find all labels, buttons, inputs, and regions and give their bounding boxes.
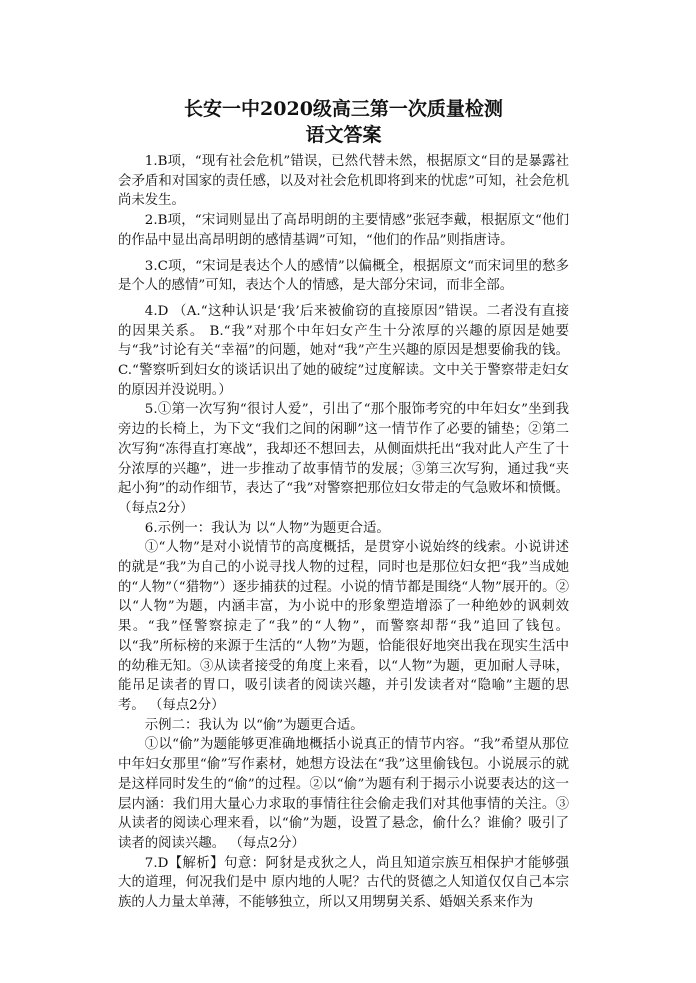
answer-6-example-1-body: ①“人物”是对小说情节的高度概括，是贯穿小说始终的线索。小说讲述的就是“我”为自己的小说寻找人物的过程，同时也是那位妇女把“我”当成她的“人物”（“猎物”）逐步捕获的过程。小说的情节都是围绕“人物”展开的。②以“人物”为题，内涵丰富，为小说中的形象塑造增添了一种绝妙的讽刺效果。“我”怪警察掠走了“我”的“人物”，而警察却帮“我”追回了钱包。以“我”所标榜的来源于生活的“人物”为题，恰能很好地突出我在现实生活中的幼稚无知。③从读者接受的角度上来看，以“人物”为题，更加耐人寻味，能吊足读者的胃口，吸引读者的阅读兴趣，并引发读者对“隐喻”主题的思考。 （每点2分） [118, 540, 569, 713]
answer-2: 2.B项，“宋词则显出了高昂明朗的主要情感”张冠李戴，根据原文“他们的作品中显出高昂明朗的感情基调”可知，“他们的作品”则指唐诗。 [118, 213, 569, 248]
answer-4: 4.D （A.“这种认识是‘我’后来被偷窃的直接原因”错误。二者没有直接的因果关系。 B.“我”对那个中年妇女产生十分浓厚的兴趣的原因是她要与“我”讨论有关“幸福”的问题，她对“我”产生兴趣的原因是想要偷我的钱。 C.“警察听到妇女的谈话识出了她的破绽”过度解读。文中关于警察带走妇女的原因并没说明。） [118, 303, 569, 398]
document-title: 长安一中2020级高三第一次质量检测 [184, 98, 503, 120]
answer-6-example-2-heading: 示例二：我认为 以“偷”为题更合适。 [144, 717, 364, 733]
answer-1: 1.B项，“现有社会危机”错误，已然代替未然，根据原文“目的是暴露社会矛盾和对国家的责任感，以及对社会危机即将到来的忧虑”可知，社会危机尚未发生。 [118, 154, 569, 209]
answer-6-example-1-heading: 6.示例一：我认为 以“人物”为题更合适。 [144, 520, 390, 536]
answer-5: 5.①第一次写狗“很讨人爱”，引出了“那个服饰考究的中年妇女”坐到我旁边的长椅上，为下文“我们之间的闲聊”这一情节作了必要的铺垫；②第二次写狗“冻得直打寒战”，我却还不想回去，从侧面烘托出“我对此人产生了十分浓厚的兴趣”，进一步推动了故事情节的发展；③第三次写狗，通过我“夹起小狗”的动作细节，表达了“我”对警察把那位妇女带走的气急败坏和愤慨。 （每点2分） [118, 402, 569, 516]
document-subtitle: 语文答案 [305, 124, 382, 146]
answer-6-example-2-body: ①以“偷”为题能够更准确地概括小说真正的情节内容。“我”希望从那位中年妇女那里“偷”写作素材，她想方设法在“我”这里偷钱包。小说展示的就是这样同时发生的“偷”的过程。②以“偷”为题有利于揭示小说要表达的这一层内涵：我们用大量心力求取的事情往往会偷走我们对其他事情的关注。③从读者的阅读心理来看，以“偷”为题，设置了悬念，偷什么？谁偷？吸引了读者的阅读兴趣。 （每点2分） [118, 737, 569, 851]
answer-3: 3.C项，“宋词是表达个人的感情”以偏概全，根据原文“而宋词里的愁多是个人的感情”可知，表达个人的情感，是大部分宋词，而非全部。 [118, 258, 569, 294]
answer-7: 7.D【解析】句意：阿豺是戎狄之人，尚且知道宗族互相保护才能够强大的道理，何况我们是中 原内地的人呢？古代的贤德之人知道仅仅自己本宗族的人力量太单薄，不能够独立，所以又用甥舅关系、婚姻关系来作为 [118, 855, 569, 911]
